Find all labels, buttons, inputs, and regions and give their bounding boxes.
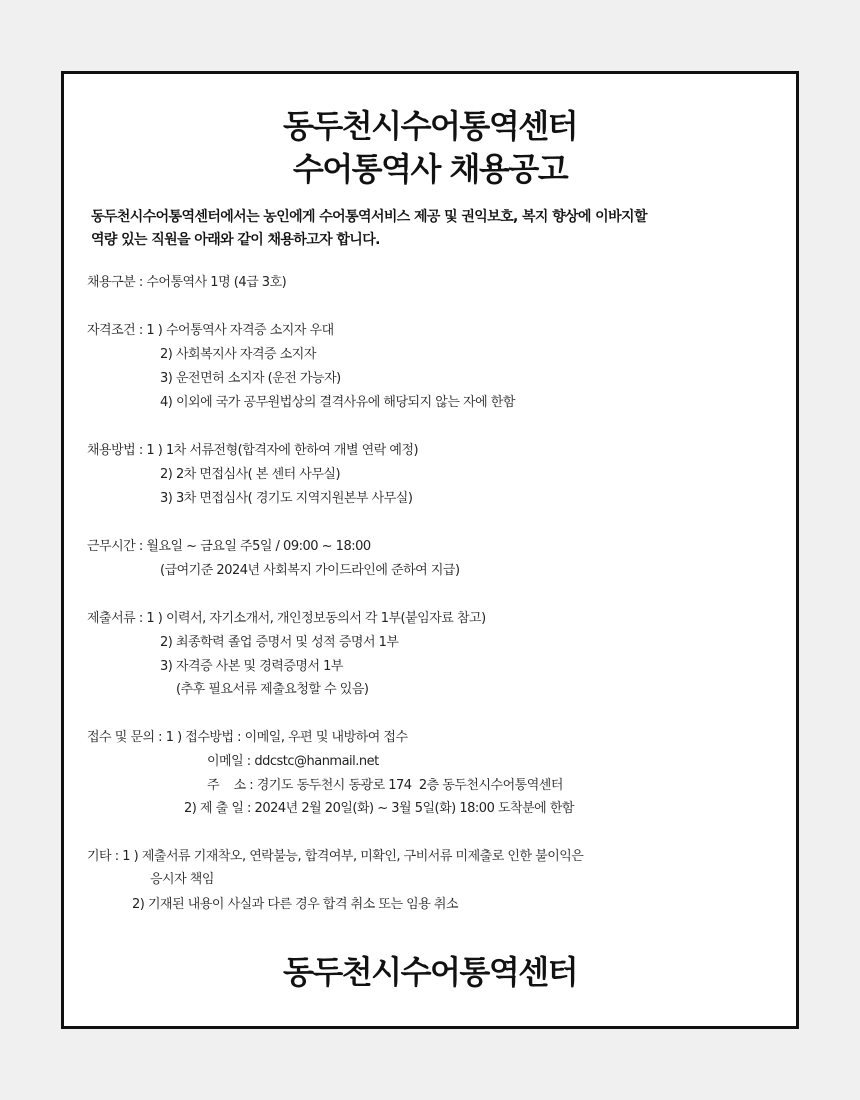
intro-line-2: 역량 있는 직원을 아래와 같이 채용하고자 합니다. <box>91 232 380 248</box>
page-title-line1: 동두천시수어통역센터 <box>282 107 578 145</box>
method-item: 3) 3차 면접심사( 경기도 지역지원본부 사무실) <box>160 491 413 506</box>
footer-organization: 동두천시수어통역센터 <box>282 953 578 991</box>
contact-deadline: 2) 제 출 일 : 2024년 2월 20일(화) ~ 3월 5일(화) 18:00 도착분에 한함 <box>184 801 574 816</box>
recruit-type: 채용구분 : 수어통역사 1명 (4급 3호) <box>87 275 287 290</box>
hours-item: (급여기준 2024년 사회복지 가이드라인에 준하여 지급) <box>160 563 460 578</box>
document-item: (추후 필요서류 제출요청할 수 있음) <box>176 682 369 697</box>
etc-item: 기타 : 1 ) 제출서류 기재착오, 연락불능, 합격여부, 미확인, 구비서류 미제출로 인한 불이익은 <box>87 849 584 864</box>
qualification-item: 4) 이외에 국가 공무원법상의 결격사유에 해당되지 않는 자에 한함 <box>160 395 515 410</box>
hours-item: 근무시간 : 월요일 ~ 금요일 주5일 / 09:00 ~ 18:00 <box>87 539 371 554</box>
page-title-line2: 수어통역사 채용공고 <box>292 150 568 188</box>
etc-item: 응시자 책임 <box>150 872 214 887</box>
intro-line-1: 동두천시수어통역센터에서는 농인에게 수어통역서비스 제공 및 권익보호, 복지 향상에 이바지할 <box>91 209 647 225</box>
document-item: 3) 자격증 사본 및 경력증명서 1부 <box>160 659 343 674</box>
method-item: 2) 2차 면접심사( 본 센터 사무실) <box>160 467 341 482</box>
contact-item: 접수 및 문의 : 1 ) 접수방법 : 이메일, 우편 및 내방하여 접수 <box>87 730 408 745</box>
document-item: 2) 최종학력 졸업 증명서 및 성적 증명서 1부 <box>160 635 399 650</box>
qualification-item: 2) 사회복지사 자격증 소지자 <box>160 347 316 362</box>
method-item: 채용방법 : 1 ) 1차 서류전형(합격자에 한하여 개별 연락 예정) <box>87 443 419 458</box>
qualification-item: 자격조건 : 1 ) 수어통역사 자격증 소지자 우대 <box>87 323 334 338</box>
intro-text <box>91 206 781 252</box>
job-notice <box>61 71 799 1029</box>
etc-item: 2) 기재된 내용이 사실과 다른 경우 합격 취소 또는 임용 취소 <box>132 897 459 912</box>
contact-address: 주 소 : 경기도 동두천시 동광로 174 2층 동두천시수어통역센터 <box>207 778 563 793</box>
document-item: 제출서류 : 1 ) 이력서, 자기소개서, 개인정보동의서 각 1부(붙임자료 참고) <box>87 611 486 626</box>
contact-email: 이메일 : ddcstc@hanmail.net <box>207 754 379 769</box>
qualification-item: 3) 운전면허 소지자 (운전 가능자) <box>160 371 341 386</box>
